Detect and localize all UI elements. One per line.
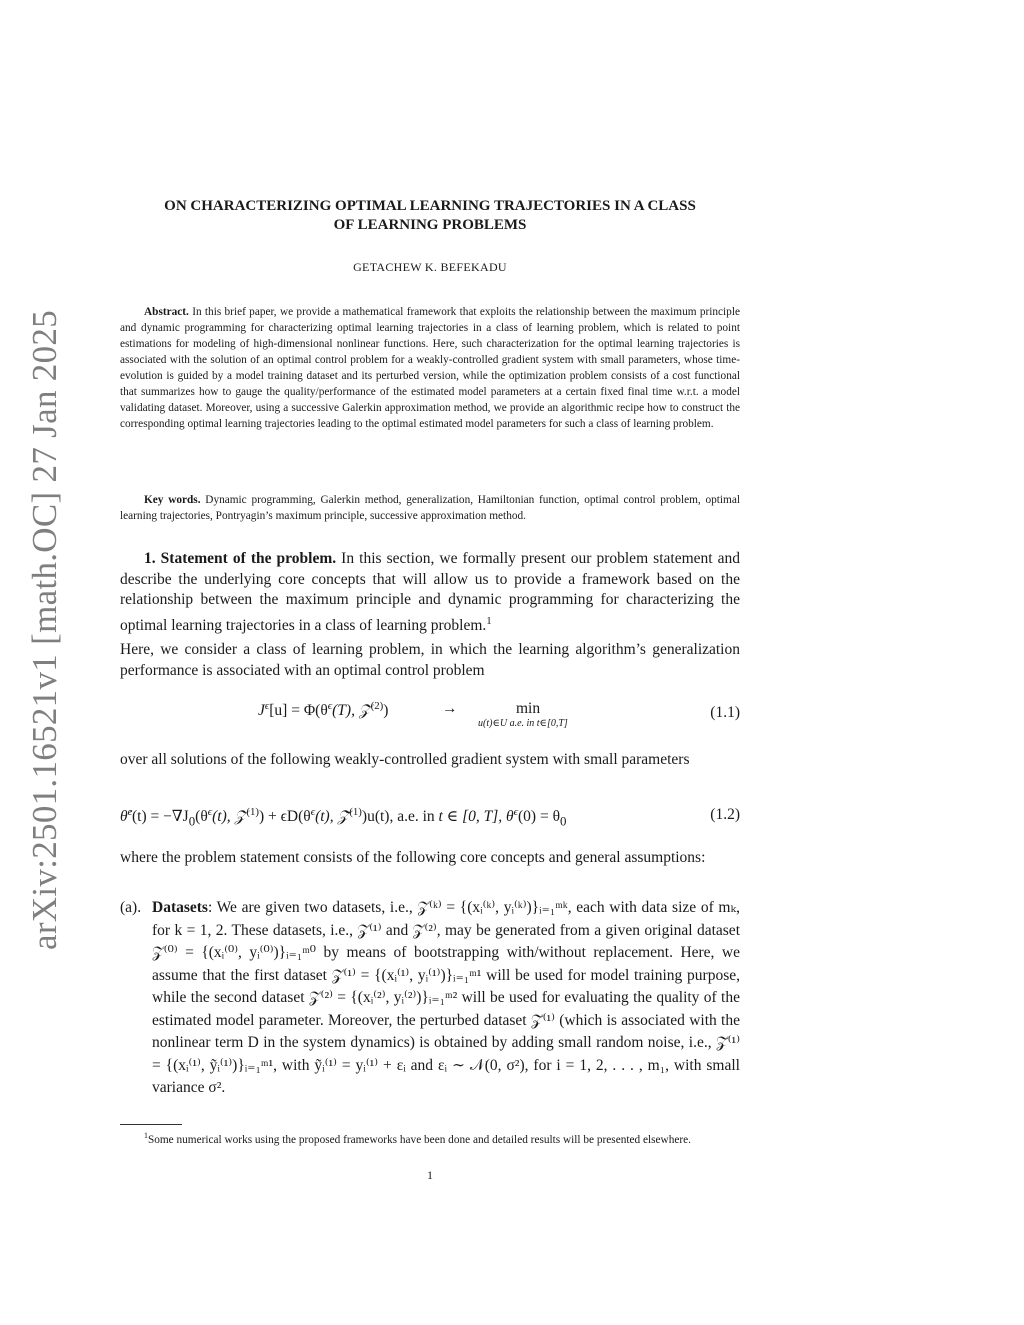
footnote [120,1128,740,1148]
arxiv-id-text: arXiv:2501.16521v1 [math.OC] 27 Jan 2025 [25,310,65,950]
section-1-text: In this section, we formally present our problem statement and describe the underlying core concepts that will allow us to provide a framework based on the relationship between the maximum principle and dynamic programming for characterizing the optimal learning trajectories in a class of learning problem. [120,550,740,634]
datasets-label: Datasets [152,899,208,916]
paragraph-optimal-control: Here, we consider a class of learning problem, in which the learning algorithm’s generalization performance is associated with an optimal control problem [120,641,740,679]
keywords-text: Dynamic programming, Galerkin method, generalization, Hamiltonian function, optimal control problem, optimal learning trajectories, Pontryagin’s maximum principle, successive approximation method. [120,494,740,522]
eq2-number: (1.2) [710,806,740,823]
footnote-rule [120,1124,182,1125]
paragraph-gradient-system: over all solutions of the following weakly-controlled gradient system with small parameters [120,751,690,768]
eq1-min-subscript: u(t)∈U a.e. in t∈[0,T] [478,718,568,729]
list-item-datasets [120,897,740,1100]
footnote-mark: 1 [144,1131,148,1140]
keywords [120,492,740,524]
author-name: GETACHEW K. BEFEKADU [353,260,507,274]
abstract-text: In this brief paper, we provide a mathematical framework that exploits the relationship between the maximum principle and dynamic programming for characterizing optimal learning trajectories in a class of learning problem, which is related to point estimations for modeling of high-dimensional nonlinear functions. Here, such characterization for the optimal learning trajectories is associated with the solution of an optimal control problem for a weakly-controlled gradient system with small parameters, whose time-evolution is guided by a model training dataset and its perturbed version, while the optimization problem consists of a cost functional that summarizes how to gauge the quality/performance of the estimated model parameters at a certain fixed final time w.r.t. a model validating dataset. Moreover, using a successive Galerkin approximation method, we provide an algorithmic recipe how to construct the corresponding optimal learning trajectories leading to the optimal estimated model parameters for such a class of learning problem. [120,306,740,430]
arxiv-identifier-stamp [0,290,90,970]
eq1-min: min [516,700,541,717]
title-line-2: OF LEARNING PROBLEMS [333,217,527,233]
equation-1-1 [120,700,740,736]
keywords-label: Key words. [144,494,201,506]
title-line-1: ON CHARACTERIZING OPTIMAL LEARNING TRAJECTORIES IN A CLASS [164,198,696,214]
footnote-ref: 1 [486,614,492,627]
datasets-text: : We are given two datasets, i.e., 𝒵⁽ᵏ⁾ = {(xᵢ⁽ᵏ⁾, yᵢ⁽ᵏ⁾)}ᵢ₌₁ᵐᵏ, each with data size of mₖ, for k = 1, 2. These datasets, i.e., 𝒵⁽¹⁾ and 𝒵⁽²⁾, may be generated from a given original dataset 𝒵⁽⁰⁾ = {(xᵢ⁽⁰⁾, yᵢ⁽⁰⁾)}ᵢ₌₁ᵐ⁰ by means of bootstrapping with/without replacement. Here, we assume that the first dataset 𝒵⁽¹⁾ = {(xᵢ⁽¹⁾, yᵢ⁽¹⁾)}ᵢ₌₁ᵐ¹ will be used for model training purpose, while the second dataset 𝒵⁽²⁾ = {(xᵢ⁽²⁾, yᵢ⁽²⁾)}ᵢ₌₁ᵐ² will be used for evaluating the quality of the estimated model parameter. Moreover, the perturbed dataset 𝒵̃⁽¹⁾ (which is associated with the nonlinear term D in the system dynamics) is obtained by adding small random noise, i.e., 𝒵̃⁽¹⁾ = {(xᵢ⁽¹⁾, ỹᵢ⁽¹⁾)}ᵢ₌₁ᵐ¹, with ỹᵢ⁽¹⁾ = yᵢ⁽¹⁾ + εᵢ and εᵢ ∼ 𝒩(0, σ²), for i = 1, 2, . . . , m₁, with small variance σ². [152,899,740,1096]
eq2-body: θ̇$^\epsilon$(t) = $-\nabla J_0(\theta^\epsilon(t)$, 𝒵$^{(1)}$) + $\epsilon D(\theta^\epsilon(t)$, 𝒵̃$^{(1)}$)u(t), a.e. in t ∈ [0, T], $\theta^\epsilon(0) = \theta_0$ [120,806,567,829]
eq1-arrow: → [442,700,458,717]
abstract-label: Abstract. [144,306,189,318]
footnote-text: Some numerical works using the proposed frameworks have been done and detailed results will be presented elsewhere. [147,1133,691,1146]
eq1-lhs: $J^\epsilon[u] = \Phi(\theta^\epsilon(T)$, 𝒵$^{(2)}$) [258,700,389,720]
paragraph-core-concepts: where the problem statement consists of the following core concepts and general assumptions: [120,849,706,866]
equation-1-2 [120,806,740,830]
paper-title [120,197,740,235]
page-number: 1 [427,1168,433,1182]
eq1-number: (1.1) [710,704,740,721]
abstract [120,304,740,432]
list-item-text [152,897,740,1100]
section-1-heading: 1. Statement of the problem. [144,550,337,567]
list-marker: (a). [120,899,142,916]
section-1-intro [120,549,740,636]
